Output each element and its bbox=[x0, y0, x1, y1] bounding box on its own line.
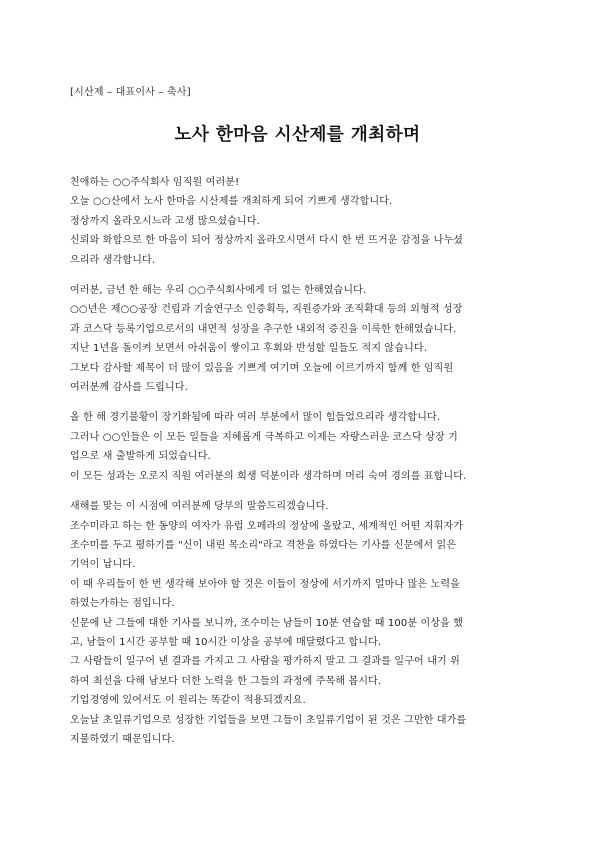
text-line: 오늘 ○○산에서 노사 한마음 시산제를 개최하게 되어 기쁘게 생각합니다. bbox=[70, 196, 393, 208]
text-line: 신문에 난 그들에 대한 기사를 보니까, 조수미는 남들이 10분 연습할 때 100분 이상을 했 bbox=[70, 617, 464, 629]
text-line: 지난 1년을 돌이켜 보면서 아쉬움이 쌓이고 후회와 반성할 일들도 적지 않습니다. bbox=[70, 343, 428, 355]
text-line: 이 때 우리들이 한 번 생각해 보아야 할 것은 이들이 정상에 서기까지 얼마나 많은 노력을 bbox=[70, 578, 460, 590]
text-line: 기억이 납니다. bbox=[70, 559, 136, 571]
text-line: 조수미를 두고 평하기를 "신이 내린 목소리"라고 격찬을 하였다는 기사를 신문에서 읽은 bbox=[70, 539, 457, 551]
text-line: 그 사람들이 일구어 낸 결과를 가지고 그 사람을 평가하지 말고 그 결과를 일구어 내기 위 bbox=[70, 656, 460, 668]
text-line: 여러분께 감사를 드립니다. bbox=[70, 382, 188, 394]
text-line: 올 한 해 경기불황이 장기화됨에 따라 여러 부분에서 많이 힘들었으리라 생각합니다. bbox=[70, 412, 441, 424]
paragraph-achievements bbox=[70, 408, 530, 486]
document-body bbox=[70, 173, 530, 760]
text-line: 과 코스닥 등록기업으로서의 내면적 성장을 추구한 내외적 증진을 이룩한 한해였습니다. bbox=[70, 323, 457, 335]
text-line: 하였는가하는 점입니다. bbox=[70, 598, 175, 610]
text-line: 지불하였기 때문입니다. bbox=[70, 733, 175, 745]
document-category: [시산제 – 대표이사 – 축사] bbox=[70, 87, 191, 98]
document-title: 노사 한마음 시산제를 개최하며 bbox=[174, 125, 421, 145]
paragraph-year-review bbox=[70, 281, 530, 397]
text-line: 으리라 생각합니다. bbox=[70, 254, 156, 266]
text-line: 신뢰와 화합으로 한 마음이 되어 정상까지 올라오시면서 다시 한 번 뜨거운 감정을 나누셨 bbox=[70, 235, 464, 247]
paragraph-greeting bbox=[70, 173, 530, 270]
text-line: ○○년은 제○○공장 건립과 기술연구소 인증획득, 직원증가와 조직확대 등의 외형적 성장 bbox=[70, 304, 463, 316]
text-line: 그러나 ○○인들은 이 모든 일들을 지혜롭게 극복하고 이제는 자랑스러운 코스닥 상장 기 bbox=[70, 431, 458, 443]
paragraph-request bbox=[70, 497, 530, 749]
text-line: 이 모든 성과는 오로지 직원 여러분의 희생 덕분이라 생각하며 머리 숙여 경의를 표합니다. bbox=[70, 470, 467, 482]
text-line: 친애하는 ○○주식회사 임직원 여러분! bbox=[70, 177, 240, 188]
text-line: 조수미라고 하는 한 동양의 여자가 유럽 오페라의 정상에 올랐고, 세계적인 어떤 지휘자가 bbox=[70, 520, 464, 532]
text-line: 기업경영에 있어서도 이 원리는 똑같이 적용되겠지요. bbox=[70, 695, 306, 707]
text-line: 하여 최선을 다해 남보다 더한 노력을 한 그들의 과정에 주목해 봅시다. bbox=[70, 675, 382, 687]
text-line: 여러분, 금년 한 해는 우리 ○○주식회사에게 더 없는 한해였습니다. bbox=[70, 285, 367, 297]
text-line: 고, 남들이 1시간 공부할 때 10시간 이상을 공부에 매달렸다고 합니다. bbox=[70, 636, 382, 648]
text-line: 새해를 맞는 이 시점에 여러분께 당부의 말씀드리겠습니다. bbox=[70, 501, 329, 513]
text-line: 업으로 새 출발하게 되었습니다. bbox=[70, 451, 211, 463]
text-line: 오늘날 초일류기업으로 성장한 기업들을 보면 그들이 초일류기업이 된 것은 그만한 대가를 bbox=[70, 714, 467, 726]
text-line: 그보다 감사할 제목이 더 많이 있음을 기쁘게 여기며 오늘에 이르기까지 함께 한 임직원 bbox=[70, 362, 454, 374]
text-line: 정상까지 올라오시느라 고생 많으셨습니다. bbox=[70, 215, 260, 227]
